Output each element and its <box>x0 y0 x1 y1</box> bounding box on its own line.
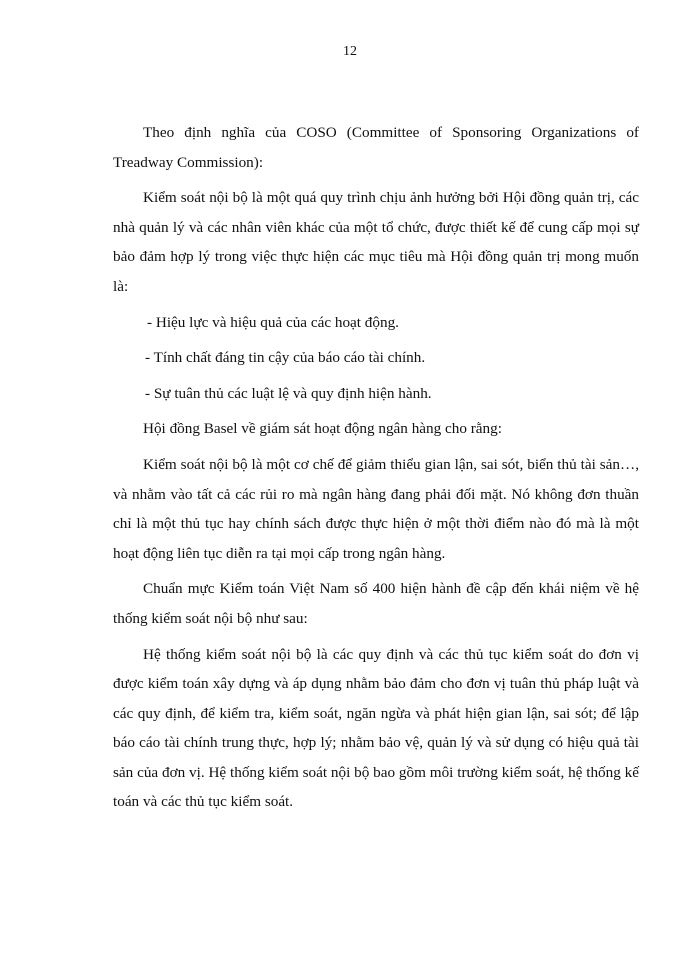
body-text <box>113 118 639 823</box>
paragraph-vsa-definition: Hệ thống kiểm soát nội bộ là các quy định và các thủ tục kiểm soát do đơn vị được kiểm toán xây dựng và áp dụng nhằm bảo đảm cho đơn vị tuân thủ pháp luật và các quy định, để kiểm tra, kiểm soát, ngăn ngừa và phát hiện gian lận, sai sót; để lập báo cáo tài chính trung thực, hợp lý; nhằm bảo vệ, quản lý và sử dụng có hiệu quả tài sản của đơn vị. Hệ thống kiểm soát nội bộ bao gồm môi trường kiểm soát, hệ thống kế toán và các thủ tục kiểm soát. <box>113 645 639 811</box>
paragraph-vsa-intro: Chuẩn mực Kiểm toán Việt Nam số 400 hiện hành đề cập đến khái niệm về hệ thống kiểm soát nội bộ như sau: <box>113 580 639 627</box>
page-number: 12 <box>343 44 357 59</box>
paragraph-coso-intro: Theo định nghĩa của COSO (Committee of Sponsoring Organizations of Treadway Commission): <box>113 124 639 171</box>
paragraph-basel-definition: Kiểm soát nội bộ là một cơ chế để giảm thiểu gian lận, sai sót, biển thủ tài sản…, và nhằm vào tất cả các rủi ro mà ngân hàng đang phải đối mặt. Nó không đơn thuần chỉ là một thủ tục hay chính sách được thực hiện ở một thời điểm nào đó mà là một hoạt động liên tục diễn ra tại mọi cấp trong ngân hàng. <box>113 455 639 562</box>
bullet-compliance: - Sự tuân thủ các luật lệ và quy định hiện hành. <box>145 384 432 402</box>
bullet-effectiveness: - Hiệu lực và hiệu quả của các hoạt động. <box>147 313 399 331</box>
paragraph-coso-definition: Kiểm soát nội bộ là một quá quy trình chịu ảnh hưởng bởi Hội đồng quản trị, các nhà quản lý và các nhân viên khác của một tổ chức, được thiết kế để cung cấp mọi sự bảo đảm hợp lý trong việc thực hiện các mục tiêu mà Hội đồng quản trị mong muốn là: <box>113 189 639 295</box>
bullet-reliability: - Tính chất đáng tin cậy của báo cáo tài chính. <box>145 349 426 367</box>
paragraph-basel-intro: Hội đồng Basel về giám sát hoạt động ngân hàng cho rằng: <box>143 420 502 438</box>
